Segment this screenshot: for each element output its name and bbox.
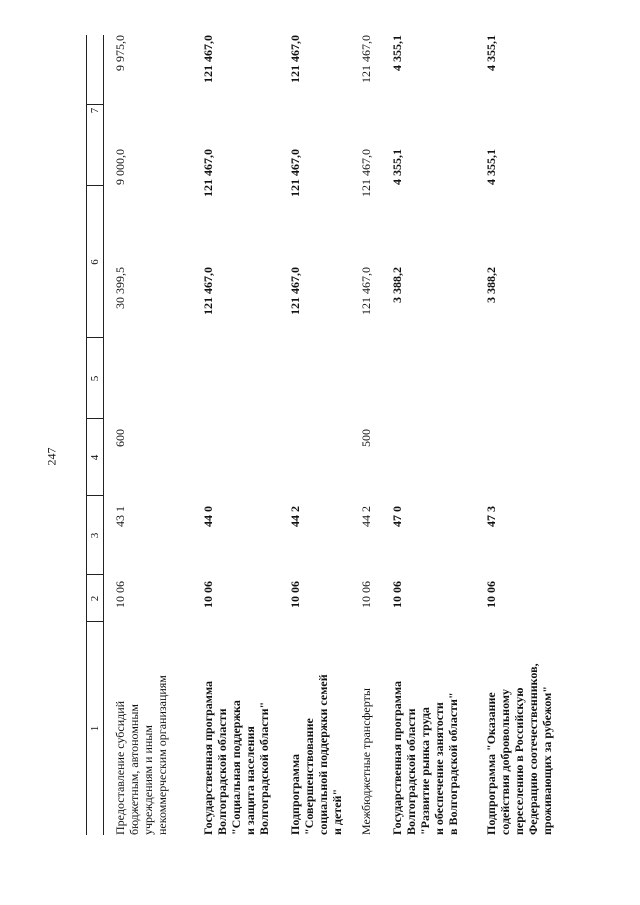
row-cell-c4: 500	[359, 429, 373, 447]
row-cell-c7: 121 467,0	[288, 35, 302, 83]
budget-table	[86, 35, 611, 835]
row-cell-c2: 10 06	[484, 581, 498, 608]
row-name-line: содействия добровольному	[498, 688, 512, 835]
row-name-line: учреждениям и иным	[141, 725, 155, 835]
page-number-text: 247	[44, 447, 59, 465]
row-cell-c4: 600	[113, 429, 127, 447]
row-name-line: Волгоградской области"	[257, 701, 271, 835]
row-cell-c5: 121 467,0	[359, 267, 373, 315]
row-cell-c3: 44 0	[201, 506, 215, 527]
row-name-line: Подпрограмма	[288, 753, 302, 835]
row-cell-c6: 4 355,1	[390, 149, 404, 185]
row-name	[201, 627, 271, 835]
row-cell-c7: 121 467,0	[201, 35, 215, 83]
row-cell-c2: 10 06	[288, 581, 302, 608]
row-cell-c6: 121 467,0	[201, 149, 215, 197]
header-col-1: 1	[88, 725, 101, 732]
row-cell-c7: 4 355,1	[390, 35, 404, 71]
row-cell-c7: 9 975,0	[113, 35, 127, 71]
row-cell-c3: 43 1	[113, 506, 127, 527]
row-name-line: и обеспечение занятости	[432, 702, 446, 835]
row-name-line: "Совершенствование	[302, 718, 316, 835]
row-name-line: Межбюджетные трансферты	[359, 688, 373, 835]
row-cell-c7: 4 355,1	[484, 35, 498, 71]
header-col-4: 4	[88, 454, 101, 461]
rotated-table-wrapper	[86, 35, 611, 835]
row-name-line: в Волгоградской области"	[446, 692, 460, 835]
row-name-line: и защита населения	[243, 726, 257, 835]
row-name-line: Волгоградской области	[404, 708, 418, 835]
row-cell-c5: 3 388,2	[484, 267, 498, 303]
row-cell-c6: 121 467,0	[288, 149, 302, 197]
row-cell-c5: 30 399,5	[113, 267, 127, 309]
row-name-line: "Социальная поддержка	[229, 700, 243, 835]
row-name-line: Государственная программа	[390, 680, 404, 835]
row-name-line: социальной поддержки семей	[316, 674, 330, 835]
row-cell-c3: 47 0	[390, 506, 404, 527]
row-cell-c5: 121 467,0	[201, 267, 215, 315]
row-name	[390, 627, 460, 835]
row-name	[484, 627, 554, 835]
row-cell-c7: 121 467,0	[359, 35, 373, 83]
row-name-line: Подпрограмма "Оказание	[484, 692, 498, 835]
row-cell-c2: 10 06	[201, 581, 215, 608]
row-cell-c2: 10 06	[359, 581, 373, 608]
row-name-line: Федерацию соотечественников,	[526, 663, 540, 835]
row-cell-c3: 44 2	[288, 506, 302, 527]
row-name-line: бюджетным, автономным	[127, 704, 141, 835]
header-col-3: 3	[88, 532, 101, 539]
row-name-line: переселению в Российскую	[512, 687, 526, 835]
row-name-line: проживающих за рубежом"	[540, 686, 554, 835]
header-col-5: 5	[88, 375, 101, 382]
row-cell-c2: 10 06	[113, 581, 127, 608]
page-number	[42, 436, 62, 476]
row-name	[288, 627, 344, 835]
row-cell-c6: 4 355,1	[484, 149, 498, 185]
row-name-line: Волгоградской области	[215, 708, 229, 835]
row-name-line: некоммерческим организациям	[155, 675, 169, 835]
row-cell-c2: 10 06	[390, 581, 404, 608]
row-cell-c5: 3 388,2	[390, 267, 404, 303]
row-cell-c3: 44 2	[359, 506, 373, 527]
row-cell-c6: 9 000,0	[113, 149, 127, 185]
row-name-line: "Развитие рынка труда	[418, 707, 432, 835]
header-bottom-rule	[103, 35, 104, 835]
header-col-7: 7	[88, 107, 101, 114]
row-name	[113, 627, 169, 835]
row-name-line: Государственная программа	[201, 680, 215, 835]
row-cell-c3: 47 3	[484, 506, 498, 527]
row-cell-c5: 121 467,0	[288, 267, 302, 315]
row-name-line: Предоставление субсидий	[113, 700, 127, 835]
row-cell-c6: 121 467,0	[359, 149, 373, 197]
row-name	[359, 627, 373, 835]
row-name-line: и детей"	[330, 788, 344, 835]
header-col-6: 6	[88, 259, 101, 265]
header-col-2: 2	[88, 595, 101, 602]
